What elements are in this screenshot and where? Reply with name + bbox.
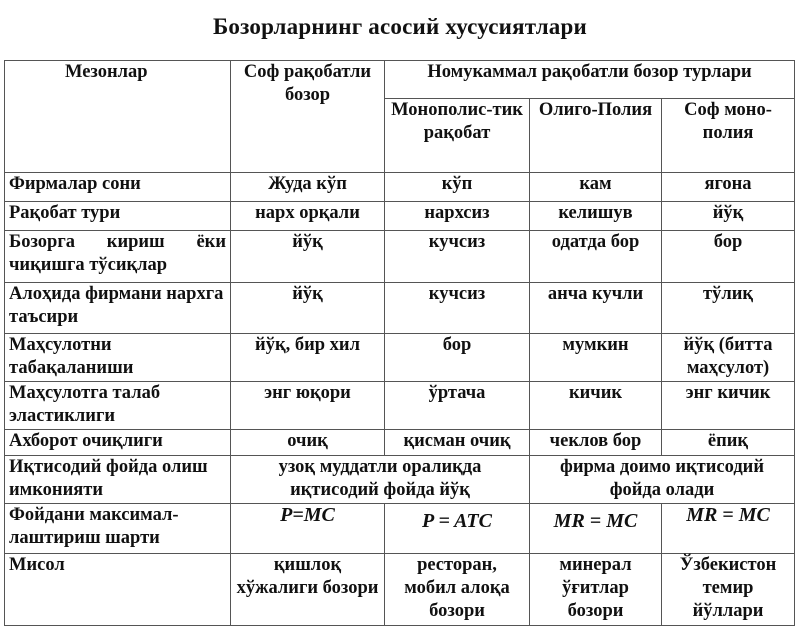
table-row: [5, 430, 795, 456]
monopoly-cell: энг кичик: [662, 382, 795, 430]
table-row-profit: [5, 456, 795, 504]
table-row: [5, 231, 795, 283]
header-perfect-competition: Соф рақобатли бозор: [231, 61, 385, 173]
formula-monopoly: MR = MC: [662, 504, 795, 554]
table-row-max-condition: [5, 504, 795, 554]
formula-monopolistic: P = ATC: [385, 504, 530, 554]
oligopoly-cell: кам: [530, 173, 662, 202]
formula-perfect: P=MC: [231, 504, 385, 554]
header-imperfect-competition: Номукаммал рақобатли бозор турлари: [385, 61, 795, 99]
monopolistic-cell: кучсиз: [385, 231, 530, 283]
monopoly-cell: бор: [662, 231, 795, 283]
criterion-cell: Бозорга кириш ёки чиқишга тўсиқлар: [5, 231, 231, 283]
market-features-table: [4, 60, 795, 626]
criterion-cell: Рақобат тури: [5, 202, 231, 231]
table-row: [5, 173, 795, 202]
monopoly-cell: йўқ: [662, 202, 795, 231]
table-row: [5, 202, 795, 231]
criterion-cell: Фирмалар сони: [5, 173, 231, 202]
criterion-cell: Маҳсулотни табақаланиши: [5, 334, 231, 382]
monopolistic-cell: қисман очиқ: [385, 430, 530, 456]
formula-oligopoly: MR = MC: [530, 504, 662, 554]
criterion-cell: Ахборот очиқлиги: [5, 430, 231, 456]
header-row-top: [5, 61, 795, 99]
criterion-cell: Иқтисодий фойда олиш имконияти: [5, 456, 231, 504]
profit-long-run-cell: узоқ муддатли оралиқда иқтисодий фойда йўқ: [231, 456, 530, 504]
perfect-cell: энг юқори: [231, 382, 385, 430]
perfect-cell: Жуда кўп: [231, 173, 385, 202]
perfect-cell: йўқ: [231, 283, 385, 334]
page-title: Бозорларнинг асосий хусусиятлари: [213, 14, 587, 39]
oligopoly-cell: кичик: [530, 382, 662, 430]
table-row: [5, 334, 795, 382]
profit-always-cell: фирма доимо иқтисодий фойда олади: [530, 456, 795, 504]
criterion-cell: Мисол: [5, 554, 231, 626]
criterion-cell: Маҳсулотга талаб эластиклиги: [5, 382, 231, 430]
criterion-cell: Алоҳида фирмани нархга таъсири: [5, 283, 231, 334]
example-monopoly: Ўзбекистон темир йўллари: [662, 554, 795, 626]
monopolistic-cell: ўртача: [385, 382, 530, 430]
header-monopolistic: Монополис-тик рақобат: [385, 99, 530, 173]
criterion-cell: Фойдани максимал-лаштириш шарти: [5, 504, 231, 554]
perfect-cell: нарх орқали: [231, 202, 385, 231]
monopolistic-cell: нархсиз: [385, 202, 530, 231]
perfect-cell: йўқ: [231, 231, 385, 283]
header-oligopoly: Олиго-Полия: [530, 99, 662, 173]
table-row: [5, 382, 795, 430]
oligopoly-cell: чеклов бор: [530, 430, 662, 456]
perfect-cell: йўқ, бир хил: [231, 334, 385, 382]
monopolistic-cell: кучсиз: [385, 283, 530, 334]
perfect-cell: очиқ: [231, 430, 385, 456]
oligopoly-cell: мумкин: [530, 334, 662, 382]
header-monopoly: Соф моно-полия: [662, 99, 795, 173]
monopoly-cell: ягона: [662, 173, 795, 202]
table-row: [5, 283, 795, 334]
monopoly-cell: тўлиқ: [662, 283, 795, 334]
monopoly-cell: ёпиқ: [662, 430, 795, 456]
example-perfect: қишлоқ хўжалиги бозори: [231, 554, 385, 626]
header-criteria: Мезонлар: [5, 61, 231, 173]
oligopoly-cell: келишув: [530, 202, 662, 231]
monopolistic-cell: бор: [385, 334, 530, 382]
monopoly-cell: йўқ (битта маҳсулот): [662, 334, 795, 382]
oligopoly-cell: одатда бор: [530, 231, 662, 283]
table-row-example: [5, 554, 795, 626]
oligopoly-cell: анча кучли: [530, 283, 662, 334]
monopolistic-cell: кўп: [385, 173, 530, 202]
example-monopolistic: ресторан, мобил алоқа бозори: [385, 554, 530, 626]
example-oligopoly: минерал ўғитлар бозори: [530, 554, 662, 626]
